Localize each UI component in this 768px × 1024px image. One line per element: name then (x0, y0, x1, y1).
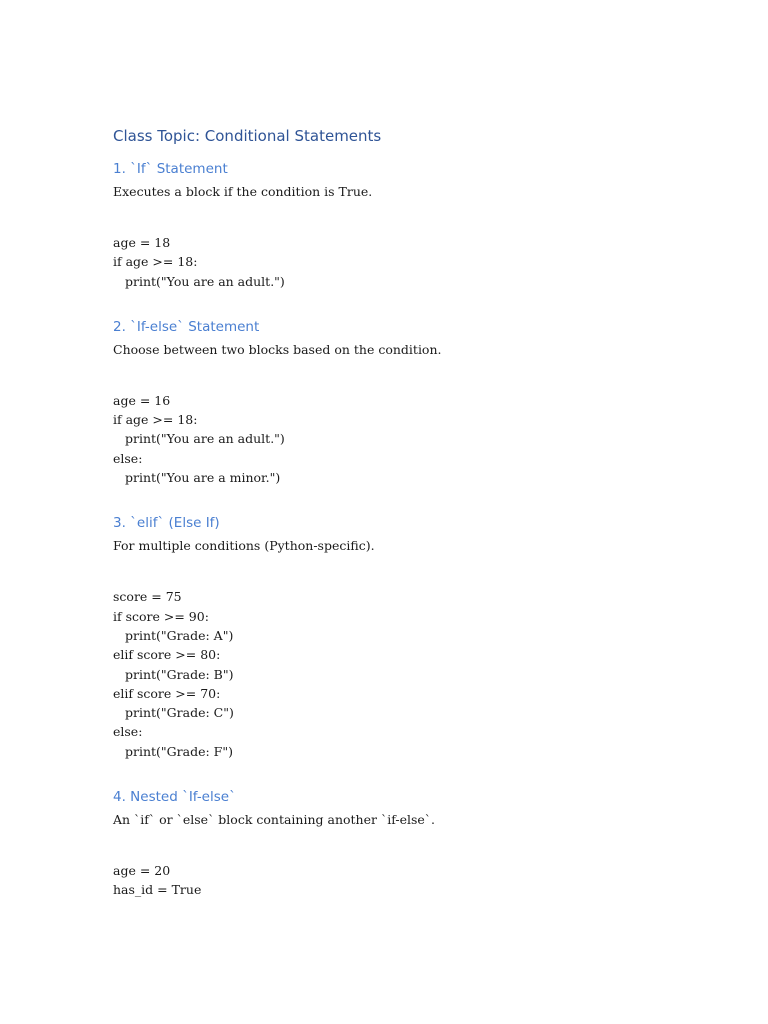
section-description: An `if` or `else` block containing another `if-else`. (113, 812, 436, 828)
document-title: Class Topic: Conditional Statements (113, 127, 382, 145)
code-line: print("Grade: C") (125, 705, 234, 721)
section-description: Choose between two blocks based on the condition. (113, 341, 442, 357)
code-example (113, 861, 673, 900)
code-example (113, 233, 673, 291)
code-line: elif score >= 80: (113, 647, 221, 663)
section-heading: 2. `If-else` Statement (113, 318, 260, 335)
section-heading: 3. `elif` (Else If) (113, 515, 220, 532)
code-line: print("You are a minor.") (125, 470, 281, 486)
code-line: print("Grade: F") (125, 743, 233, 759)
section-heading: 4. Nested `If-else` (113, 789, 236, 806)
code-example (113, 587, 673, 761)
code-line: else: (113, 450, 143, 466)
code-line: else: (113, 724, 143, 740)
section-description: Executes a block if the condition is True. (113, 184, 373, 199)
section-1 (113, 159, 673, 291)
code-line: elif score >= 70: (113, 685, 221, 701)
sections-container (113, 159, 673, 900)
code-line: score = 75 (113, 589, 182, 605)
code-line: age = 18 (113, 235, 171, 250)
code-line: if age >= 18: (113, 254, 198, 270)
code-line: if score >= 90: (113, 608, 209, 624)
code-line: print("Grade: B") (125, 666, 234, 682)
code-line: print("Grade: A") (125, 627, 234, 643)
code-line: if age >= 18: (113, 412, 198, 428)
code-line: print("You are an adult.") (125, 273, 285, 289)
code-line: has_id = True (113, 882, 202, 898)
section-description: For multiple conditions (Python-specific). (113, 538, 375, 554)
section-4 (113, 787, 673, 900)
section-heading: 1. `If` Statement (113, 161, 228, 177)
code-example (113, 391, 673, 487)
code-line: age = 16 (113, 392, 171, 408)
section-3 (113, 513, 673, 761)
section-2 (113, 317, 673, 487)
code-line: print("You are an adult.") (125, 431, 285, 447)
code-line: age = 20 (113, 863, 171, 879)
document-page (113, 125, 673, 926)
